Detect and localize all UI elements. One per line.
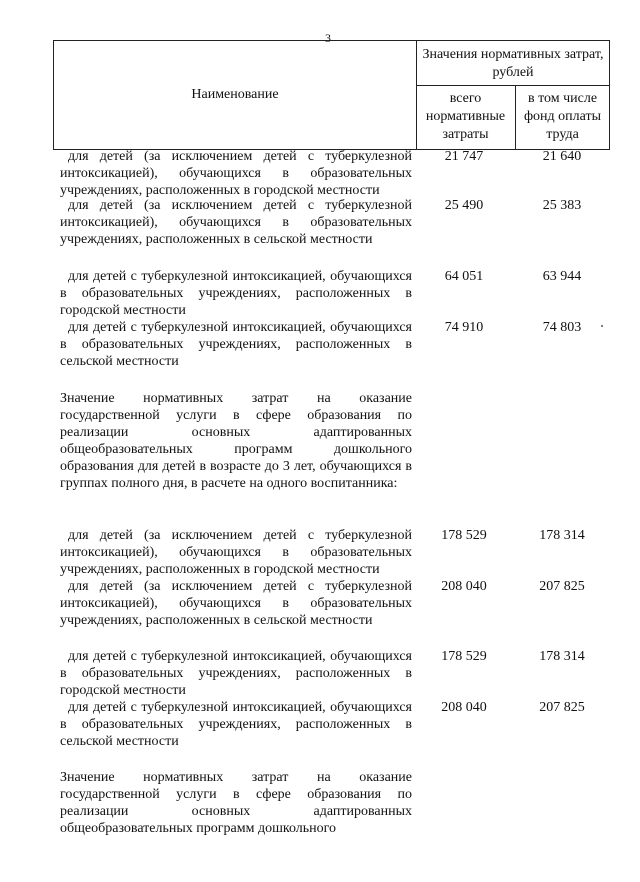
table-header	[53, 40, 610, 150]
row-wage: 63 944	[542, 269, 582, 284]
row-name: Значение нормативных затрат на оказание государственной услуги в сфере образования по реализации основных адаптированных общеобразовательных программ дошкольного	[60, 770, 412, 836]
row-wage: 207 825	[539, 700, 585, 715]
row-wage: 178 314	[539, 528, 585, 543]
row-name: для детей с туберкулезной интоксикацией, обучающихся в образовательных учреждениях, расположенных в сельской местности	[60, 320, 412, 369]
scan-speck	[601, 325, 603, 327]
header-col-total: всего нормативные затраты	[425, 91, 506, 142]
row-name: для детей с туберкулезной интоксикацией, обучающихся в образовательных учреждениях, расположенных в сельской местности	[60, 700, 412, 749]
header-col-wage: в том числе фонд оплаты труда	[523, 91, 602, 142]
row-total: 25 490	[444, 198, 484, 213]
row-name: для детей с туберкулезной интоксикацией, обучающихся в образовательных учреждениях, расположенных в городской местности	[60, 269, 412, 318]
header-name: Наименование	[191, 87, 279, 102]
row-total: 64 051	[444, 269, 484, 284]
row-total: 178 529	[441, 528, 487, 543]
row-total: 21 747	[444, 149, 484, 164]
header-values-title: Значения нормативных затрат, рублей	[422, 47, 604, 80]
row-name: Значение нормативных затрат на оказание государственной услуги в сфере образования по реализации основных адаптированных общеобразовательных программ дошкольного образования для детей в возрасте до 3 лет, обучающихся в группах полного дня, в расчете на одного воспитанника:	[60, 391, 412, 491]
page-number: 3	[325, 31, 331, 45]
row-total: 178 529	[441, 649, 487, 664]
row-name: для детей с туберкулезной интоксикацией, обучающихся в образовательных учреждениях, расположенных в городской местности	[60, 649, 412, 698]
row-wage: 25 383	[542, 198, 582, 213]
row-wage: 21 640	[542, 149, 582, 164]
row-name: для детей (за исключением детей с туберкулезной интоксикацией), обучающихся в образовательных учреждениях, расположенных в городской местности	[60, 149, 412, 198]
row-name: для детей (за исключением детей с туберкулезной интоксикацией), обучающихся в образовательных учреждениях, расположенных в сельской местности	[60, 579, 412, 628]
row-total: 208 040	[441, 700, 487, 715]
row-name: для детей (за исключением детей с туберкулезной интоксикацией), обучающихся в образовательных учреждениях, расположенных в сельской местности	[60, 198, 412, 247]
row-name: для детей (за исключением детей с туберкулезной интоксикацией), обучающихся в образовательных учреждениях, расположенных в городской местности	[60, 528, 412, 577]
row-wage: 178 314	[539, 649, 585, 664]
row-total: 74 910	[444, 320, 484, 335]
row-wage: 207 825	[539, 579, 585, 594]
row-total: 208 040	[441, 579, 487, 594]
row-wage: 74 803	[542, 320, 582, 335]
